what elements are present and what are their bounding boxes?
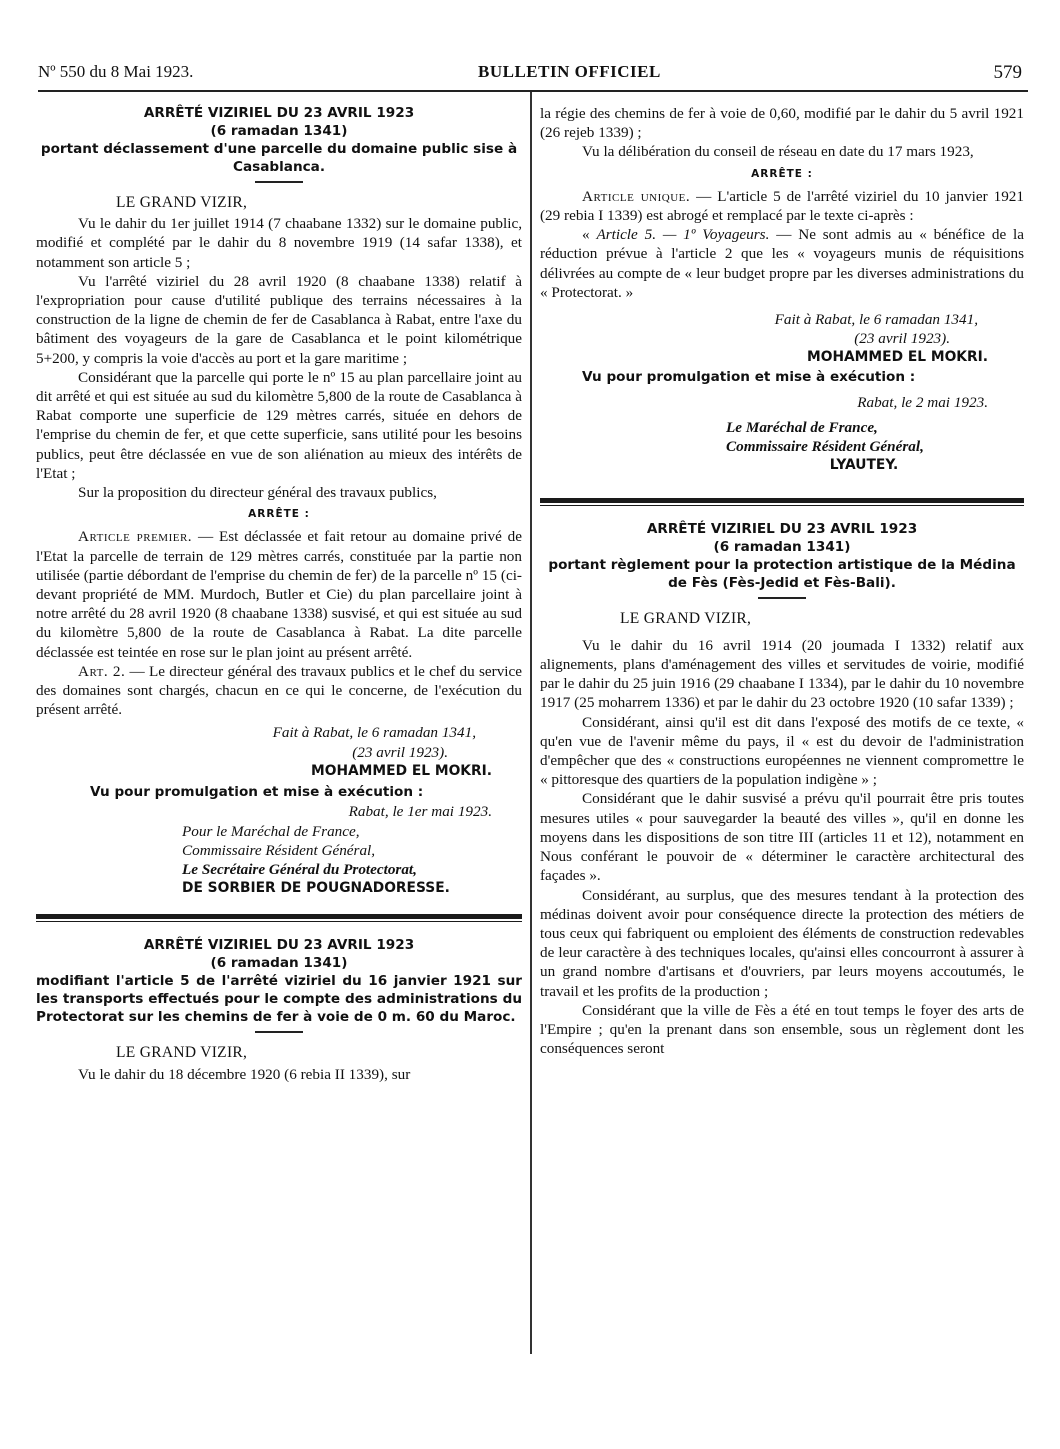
article-1-para-1: Vu le dahir du 1er juillet 1914 (7 chaabane 1332) sur le domaine public, modifié et complété par le dahir du 8 novembre 1919 (14 safar 1338), et notamment son article 5 ; (36, 215, 522, 271)
article-3-title: ARRÊTÉ VIZIRIEL DU 23 AVRIL 1923 (646, 520, 918, 537)
article-1-para-3: Considérant que la parcelle qui porte le nº 15 au plan parcellaire joint au dit arrêté et qui est située au sud du kilomètre 5,800 de la route de Casablanca à Rabat comporte une superficie de 129 mètres carrés, située en dehors de l'emprise du chemin de fer, et que cette superficie, sans utilité pour les besoins publics, peut être déclassée en vue de son aliénation au mieux des intérêts de l'Etat ; (36, 368, 522, 482)
article-1-vizir: LE GRAND VIZIR, (116, 194, 248, 211)
article-3-para-3: Considérant que le dahir susvisé a prévu qu'il pourrait être pris toutes mesures utiles « pour sauvegarder la beauté des villes », qu'il en donne les moyens dans les dispositions de son titre III (articles 11 et 12), notamment en Nous conférant le pouvoir de « déterminer le caractère architectural des façades ». (540, 790, 1024, 885)
art-unique-text: — L'article 5 de l'arrêté viziriel du 10 janvier 1921 (29 rebia I 1339) est abrogé et remplacé par le texte ci-après : (540, 187, 1024, 225)
article-2-arrete: ARRÊTE : (751, 167, 813, 180)
page-number: 579 (993, 62, 1022, 83)
quote-article-ref: Article 5. — 1º Voyageurs. (596, 226, 770, 244)
article-1-promulgation: Vu pour promulgation et mise à exécution : (90, 784, 424, 801)
article-2-rabat: Rabat, le 2 mai 1923. (857, 393, 988, 411)
article-2-fait: Fait à Rabat, le 6 ramadan 1341, (774, 311, 978, 329)
article-2-marechal-2: Commissaire Résident Général, (726, 438, 924, 456)
article-1-pour-3: Le Secrétaire Général du Protectorat, (182, 860, 417, 878)
article-1-art-1 (36, 527, 522, 661)
column-divider (530, 92, 532, 1354)
quote-text: — Ne sont admis au « bénéfice de la réduction prévue à l'article 2 que les « voyageurs munis de réquisitions délivrées au compte de « leur budget propre par les diverses administrations du « Protectorat. » (540, 226, 1025, 301)
art-2-label: Art. 2. (78, 662, 126, 680)
article-2-marechal-1: Le Maréchal de France, (726, 419, 878, 437)
section-rule-thick (540, 498, 1024, 503)
article-1-rabat: Rabat, le 1er mai 1923. (348, 803, 492, 821)
article-1-arrete: ARRÊTE : (248, 508, 310, 521)
article-3-subject: portant règlement pour la protection artistique de la Médina de Fès (Fès-Jedid et Fès-Bali). (548, 556, 1016, 591)
article-1-pour-1: Pour le Maréchal de France, (182, 822, 360, 840)
art-2-text: — Le directeur général des travaux publics et le chef du service des domaines sont chargés, chacun en ce qui le concerne, de l'exécution du présent arrêté. (36, 662, 522, 719)
article-2-vizir: LE GRAND VIZIR, (116, 1044, 248, 1062)
article-3-para-1: Vu le dahir du 16 avril 1914 (20 joumada I 1332) relatif aux alignements, plans d'aménagement des villes et servitudes de voirie, modifié par le dahir du 25 juin 1916 (29 chaabane I 1334), par le dahir du 10 novembre 1917 (25 moharrem 1336) et par le dahir du 23 octobre 1920 (10 safar 1339) ; (540, 636, 1024, 712)
article-2-para-2: Vu la délibération du conseil de réseau en date du 17 mars 1923, (582, 143, 974, 161)
journal-title: BULLETIN OFFICIEL (478, 62, 661, 81)
article-3-vizir: LE GRAND VIZIR, (620, 609, 752, 627)
art-1-label: Article premier. (78, 528, 193, 546)
title-separator (758, 597, 806, 599)
article-2-signer: MOHAMMED EL MOKRI. (807, 349, 988, 366)
art-1-text: — Est déclassée et fait retour au domaine privé de l'Etat la parcelle de terrain de 129 mètres carrés, constituée par la partie non utilisée (partie débordant de l'emprise du chemin de fer) de la parcelle nº 15 (ci-devant propriété de MM. Murdoch, Butler et Cie) du plan parcellaire joint à notre arrêté du 28 avril 1920 (8 chaabane 1338) susvisé, et qui est située au sud du kilomètre 5,800 de la route de Casablanca à Rabat. La dite parcelle déclassée est teintée en rose sur le plan joint au présent arrêté. (36, 528, 522, 661)
article-1-title: ARRÊTÉ VIZIRIEL DU 23 AVRIL 1923 (143, 105, 415, 121)
article-3-para-2: Considérant, ainsi qu'il est dit dans l'exposé des motifs de ce texte, « qu'en vue de l'avenir même du pays, il « est du devoir de l'administration d'empêcher que des « constructions européennes ne viennent compromettre le « pittoresque des quartiers de la population indigène » ; (540, 713, 1024, 789)
page-header (38, 62, 1022, 88)
article-1-para-4: Sur la proposition du directeur général des travaux publics, (78, 484, 437, 502)
article-2-lyautey: LYAUTEY. (829, 457, 899, 474)
article-2-promulgation: Vu pour promulgation et mise à exécution : (582, 368, 916, 385)
article-1-date: (6 ramadan 1341) (210, 123, 348, 139)
article-1-pour-4: DE SORBIER DE POUGNADORESSE. (182, 880, 450, 897)
article-2-subject: modifiant l'article 5 de l'arrêté viziriel du 16 janvier 1921 sur les transports effectués pour le compte des administrations du Protectorat sur les chemins de fer à voie de 0 m. 60 du Maroc. (36, 973, 522, 1026)
article-1-fait: Fait à Rabat, le 6 ramadan 1341, (272, 724, 476, 742)
article-2-fait-date: (23 avril 1923). (854, 330, 950, 348)
article-2-title: ARRÊTÉ VIZIRIEL DU 23 AVRIL 1923 (143, 937, 415, 954)
title-separator (255, 1031, 303, 1033)
article-3-para-5: Considérant que la ville de Fès a été en tout temps le foyer des arts de l'Empire ; qu'en la prenant dans son ensemble, sous un règlement dont les conséquences seront (540, 1001, 1024, 1058)
section-rule-thick (36, 914, 522, 919)
article-2-para-1: Vu le dahir du 18 décembre 1920 (6 rebia II 1339), sur (78, 1065, 411, 1083)
article-3-para-4: Considérant, au surplus, que des mesures tendant à la protection des médinas doivent avoir pour conséquence directe la protection des métiers de tous ceux qui fabriquent ou emploient des éléments de construction redevables de leur caractère à des techniques locales, qu'ainsi elles concourront à assurer à un grand nombre d'artisans et d'ouvriers, par leurs moyens accoutumés, le travail et les profits de la production ; (540, 886, 1024, 1000)
article-1-fait-date: (23 avril 1923). (352, 743, 448, 761)
article-1-art-2 (36, 662, 522, 720)
section-rule-thin (540, 505, 1024, 506)
article-1-pour-2: Commissaire Résident Général, (182, 841, 376, 859)
section-rule-thin (36, 921, 522, 922)
article-2-quote (540, 225, 1024, 302)
right-column (540, 104, 1024, 1058)
issue-number: Nº 550 du 8 Mai 1923. (38, 62, 194, 81)
title-separator (255, 181, 303, 183)
art-unique-label: Article unique. (582, 187, 691, 205)
article-1-subject: portant déclassement d'une parcelle du domaine public sise à Casablanca. (40, 141, 518, 175)
article-1-para-2: Vu l'arrêté viziriel du 28 avril 1920 (8 chaabane 1338) relatif à l'expropriation pour cause d'utilité publique des terrains nécessaires à la construction de la ligne de chemin de fer de Casablanca à Rabat, entre l'axe du bâtiment des voyageurs de la gare de Casablanca et le point kilométrique 5+200, y compris la voie d'accès au port et la gare maritime ; (36, 272, 522, 367)
article-2-continued: la régie des chemins de fer à voie de 0,60, modifié par le dahir du 5 avril 1921 (26 rejeb 1339) ; (540, 105, 1024, 142)
quote-open: « (582, 226, 597, 244)
article-2-art-unique (540, 187, 1024, 225)
article-2-date: (6 ramadan 1341) (210, 955, 348, 972)
article-1-signer: MOHAMMED EL MOKRI. (311, 762, 492, 779)
left-column (36, 104, 522, 1084)
header-rule (38, 90, 1028, 92)
article-3-date: (6 ramadan 1341) (713, 538, 851, 555)
